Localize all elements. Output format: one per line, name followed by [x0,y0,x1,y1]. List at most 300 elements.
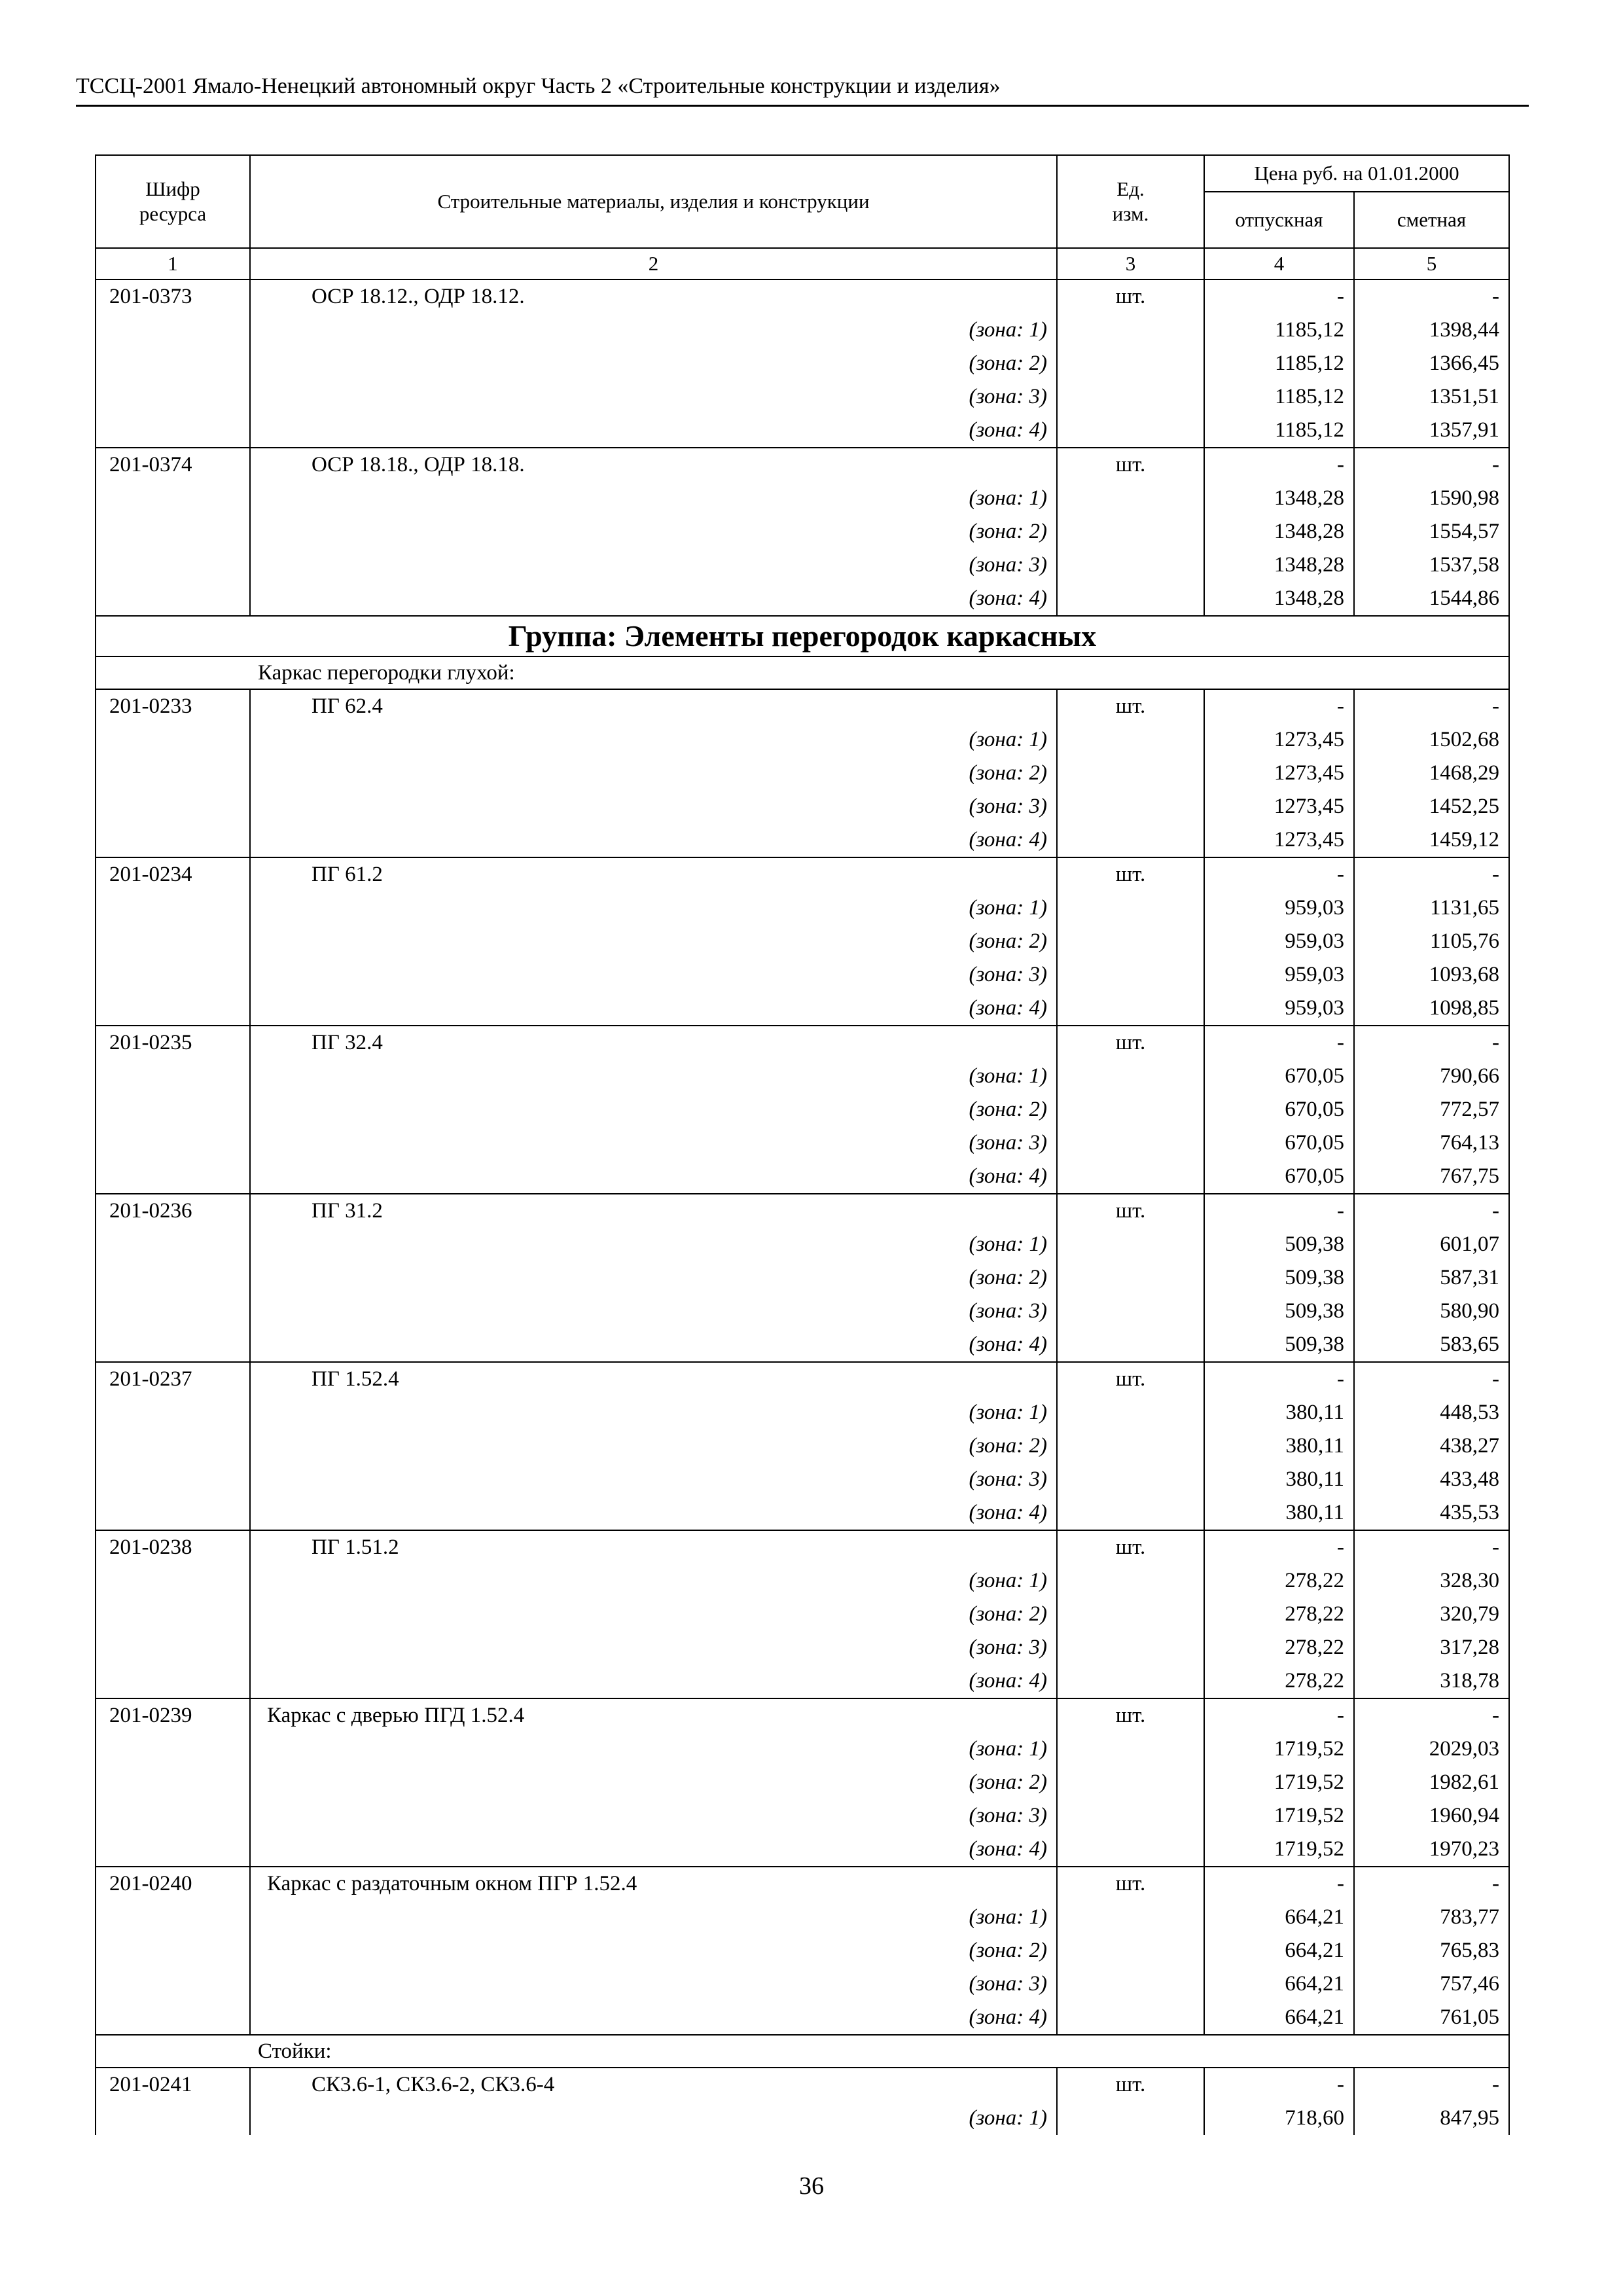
release-price: 959,03 [1204,958,1354,992]
estimate-price: - [1354,1362,1509,1396]
resource-name: ОСР 18.12., ОДР 18.12. [250,279,1057,314]
release-price: 664,21 [1204,2001,1354,2035]
column-number: 3 [1057,248,1204,279]
empty-cell [96,723,250,757]
estimate-price: - [1354,2068,1509,2102]
zone-row [96,1228,1509,1261]
estimate-price: 1982,61 [1354,1766,1509,1799]
zone-row [96,1967,1509,2001]
release-price: 670,05 [1204,1160,1354,1194]
unit: шт. [1057,1698,1204,1732]
empty-cell [1057,2102,1204,2135]
price-table [95,154,1508,2135]
resource-code: 201-0237 [96,1362,250,1396]
release-price: - [1204,1867,1354,1901]
subgroup-row [96,2035,1509,2068]
empty-cell [1057,1564,1204,1598]
empty-cell [96,1126,250,1160]
empty-cell [1057,1664,1204,1698]
zone-label: (зона: 1) [250,482,1057,515]
zone-label: (зона: 1) [250,1228,1057,1261]
release-price: 1273,45 [1204,790,1354,823]
estimate-price: 783,77 [1354,1901,1509,1934]
zone-row [96,1261,1509,1295]
release-price: - [1204,279,1354,314]
zone-row [96,1766,1509,1799]
estimate-price: 790,66 [1354,1060,1509,1093]
estimate-price: 1537,58 [1354,548,1509,582]
unit: шт. [1057,689,1204,723]
release-price: 1719,52 [1204,1833,1354,1867]
empty-cell [1057,1967,1204,2001]
estimate-price: 438,27 [1354,1429,1509,1463]
table-row [96,2068,1509,2102]
release-price: 1348,28 [1204,582,1354,616]
zone-row [96,380,1509,414]
empty-cell [96,1799,250,1833]
zone-row [96,2001,1509,2035]
zone-row [96,347,1509,380]
empty-cell [1057,482,1204,515]
resource-name: ПГ 32.4 [250,1026,1057,1060]
zone-label: (зона: 4) [250,1160,1057,1194]
release-price: 959,03 [1204,891,1354,925]
zone-row [96,925,1509,958]
zone-label: (зона: 1) [250,1060,1057,1093]
empty-cell [96,1732,250,1766]
zone-label: (зона: 2) [250,1934,1057,1967]
empty-cell [96,790,250,823]
release-price: - [1204,1530,1354,1564]
estimate-price: 318,78 [1354,1664,1509,1698]
empty-cell [1057,992,1204,1026]
empty-cell [96,548,250,582]
release-price: - [1204,448,1354,482]
empty-cell [96,757,250,790]
empty-cell [1057,582,1204,616]
zone-row [96,1934,1509,1967]
column-header-unit: Ед. изм. [1057,155,1204,248]
empty-cell [96,1664,250,1698]
resource-name: ПГ 1.51.2 [250,1530,1057,1564]
release-price: 278,22 [1204,1598,1354,1631]
empty-cell [1057,1429,1204,1463]
empty-cell [96,823,250,857]
empty-cell [96,1934,250,1967]
zone-row [96,891,1509,925]
resource-name: ПГ 31.2 [250,1194,1057,1228]
estimate-price: - [1354,448,1509,482]
estimate-price: 1105,76 [1354,925,1509,958]
empty-cell [1057,1732,1204,1766]
zone-row [96,314,1509,347]
release-price: 380,11 [1204,1463,1354,1496]
resource-code: 201-0233 [96,689,250,723]
estimate-price: 1398,44 [1354,314,1509,347]
release-price: 1185,12 [1204,347,1354,380]
estimate-price: 1357,91 [1354,414,1509,448]
table-row [96,1867,1509,1901]
resource-name: ПГ 1.52.4 [250,1362,1057,1396]
empty-cell [1057,1833,1204,1867]
empty-cell [96,515,250,548]
empty-cell [1057,1060,1204,1093]
estimate-price: 1093,68 [1354,958,1509,992]
estimate-price: 448,53 [1354,1396,1509,1429]
resource-code: 201-0374 [96,448,250,482]
zone-row [96,1496,1509,1530]
estimate-price: 580,90 [1354,1295,1509,1328]
release-price: 1348,28 [1204,515,1354,548]
zone-row [96,2102,1509,2135]
zone-row [96,1598,1509,1631]
estimate-price: - [1354,1194,1509,1228]
estimate-price: 1366,45 [1354,347,1509,380]
zone-row [96,414,1509,448]
empty-cell [1057,1799,1204,1833]
empty-cell [96,1496,250,1530]
column-number: 5 [1354,248,1509,279]
subgroup-row [96,656,1509,689]
empty-cell [96,1160,250,1194]
zone-label: (зона: 2) [250,347,1057,380]
empty-cell [1057,790,1204,823]
zone-row [96,757,1509,790]
release-price: 509,38 [1204,1295,1354,1328]
zone-label: (зона: 4) [250,992,1057,1026]
release-price: - [1204,689,1354,723]
column-number: 4 [1204,248,1354,279]
estimate-price: 1590,98 [1354,482,1509,515]
zone-row [96,1396,1509,1429]
empty-cell [1057,1766,1204,1799]
resource-name: ПГ 61.2 [250,857,1057,891]
empty-cell [1057,380,1204,414]
estimate-price: 772,57 [1354,1093,1509,1126]
zone-row [96,723,1509,757]
zone-label: (зона: 1) [250,1732,1057,1766]
release-price: 1185,12 [1204,380,1354,414]
estimate-price: 328,30 [1354,1564,1509,1598]
empty-cell [96,414,250,448]
zone-label: (зона: 1) [250,1564,1057,1598]
zone-label: (зона: 2) [250,1261,1057,1295]
resource-name: ПГ 62.4 [250,689,1057,723]
zone-label: (зона: 3) [250,1126,1057,1160]
empty-cell [1057,515,1204,548]
empty-cell [96,380,250,414]
release-price: 664,21 [1204,1901,1354,1934]
zone-row [96,992,1509,1026]
release-price: 380,11 [1204,1429,1354,1463]
zone-row [96,1429,1509,1463]
empty-cell [1057,823,1204,857]
resource-code: 201-0234 [96,857,250,891]
resource-code: 201-0235 [96,1026,250,1060]
empty-cell [1057,347,1204,380]
empty-cell [1057,1463,1204,1496]
zone-label: (зона: 2) [250,757,1057,790]
unit: шт. [1057,1194,1204,1228]
zone-row [96,548,1509,582]
estimate-price: 587,31 [1354,1261,1509,1295]
empty-cell [96,1564,250,1598]
zone-row [96,1799,1509,1833]
zone-label: (зона: 4) [250,1833,1057,1867]
column-header-name: Строительные материалы, изделия и конструкции [250,155,1057,248]
unit: шт. [1057,1362,1204,1396]
empty-cell [96,1295,250,1328]
zone-row [96,1126,1509,1160]
empty-cell [1057,1934,1204,1967]
unit: шт. [1057,857,1204,891]
empty-cell [1057,1261,1204,1295]
empty-cell [1057,1396,1204,1429]
empty-cell [1057,958,1204,992]
empty-cell [1057,891,1204,925]
empty-cell [96,347,250,380]
release-price: 664,21 [1204,1967,1354,2001]
zone-label: (зона: 4) [250,582,1057,616]
zone-label: (зона: 1) [250,1396,1057,1429]
empty-cell [96,958,250,992]
empty-cell [96,2102,250,2135]
column-number: 1 [96,248,250,279]
release-price: 670,05 [1204,1126,1354,1160]
zone-label: (зона: 3) [250,548,1057,582]
zone-label: (зона: 1) [250,723,1057,757]
zone-label: (зона: 2) [250,515,1057,548]
release-price: - [1204,1698,1354,1732]
column-header-code: Шифр ресурса [96,155,250,248]
zone-row [96,1060,1509,1093]
release-price: 380,11 [1204,1496,1354,1530]
header-rule [76,105,1529,107]
column-header-price: Цена руб. на 01.01.2000 [1204,155,1509,192]
empty-cell [96,482,250,515]
table-row [96,279,1509,314]
empty-cell [96,992,250,1026]
empty-cell [1057,314,1204,347]
zone-label: (зона: 1) [250,891,1057,925]
empty-cell [96,1396,250,1429]
unit: шт. [1057,1026,1204,1060]
empty-cell [1057,1328,1204,1362]
zone-label: (зона: 2) [250,1598,1057,1631]
table-row [96,1194,1509,1228]
zone-row [96,1295,1509,1328]
release-price: 1185,12 [1204,314,1354,347]
zone-row [96,1463,1509,1496]
resource-code: 201-0240 [96,1867,250,1901]
release-price: 509,38 [1204,1328,1354,1362]
subgroup-title: Стойки: [96,2035,1509,2068]
zone-label: (зона: 2) [250,1093,1057,1126]
estimate-price: 847,95 [1354,2102,1509,2135]
zone-label: (зона: 1) [250,314,1057,347]
release-price: 1273,45 [1204,723,1354,757]
release-price: 509,38 [1204,1228,1354,1261]
estimate-price: 1502,68 [1354,723,1509,757]
zone-row [96,515,1509,548]
column-number: 2 [250,248,1057,279]
release-price: 509,38 [1204,1261,1354,1295]
empty-cell [96,891,250,925]
empty-cell [1057,548,1204,582]
empty-cell [1057,1160,1204,1194]
estimate-price: 1098,85 [1354,992,1509,1026]
empty-cell [96,925,250,958]
table-row [96,1530,1509,1564]
release-price: 278,22 [1204,1631,1354,1664]
release-price: - [1204,1362,1354,1396]
estimate-price: 1960,94 [1354,1799,1509,1833]
group-heading: Группа: Элементы перегородок каркасных [96,616,1509,656]
estimate-price: - [1354,1698,1509,1732]
page-header: ТССЦ-2001 Ямало-Ненецкий автономный округ Часть 2 «Строительные конструкции и изделия» [76,74,1001,98]
release-price: - [1204,2068,1354,2102]
zone-label: (зона: 2) [250,925,1057,958]
zone-row [96,823,1509,857]
zone-row [96,482,1509,515]
release-price: 380,11 [1204,1396,1354,1429]
zone-label: (зона: 2) [250,1429,1057,1463]
estimate-price: 435,53 [1354,1496,1509,1530]
zone-label: (зона: 3) [250,1799,1057,1833]
zone-row [96,1328,1509,1362]
estimate-price: 433,48 [1354,1463,1509,1496]
empty-cell [1057,925,1204,958]
empty-cell [96,1429,250,1463]
release-price: 718,60 [1204,2102,1354,2135]
zone-label: (зона: 3) [250,1967,1057,2001]
release-price: 278,22 [1204,1664,1354,1698]
unit: шт. [1057,1867,1204,1901]
zone-row [96,958,1509,992]
resource-name: ОСР 18.18., ОДР 18.18. [250,448,1057,482]
empty-cell [96,1463,250,1496]
empty-cell [1057,414,1204,448]
estimate-price: - [1354,1867,1509,1901]
unit: шт. [1057,2068,1204,2102]
estimate-price: 2029,03 [1354,1732,1509,1766]
release-price: 959,03 [1204,925,1354,958]
table-row [96,689,1509,723]
empty-cell [1057,1598,1204,1631]
table-row [96,1026,1509,1060]
estimate-price: 761,05 [1354,2001,1509,2035]
release-price: 670,05 [1204,1060,1354,1093]
release-price: 278,22 [1204,1564,1354,1598]
unit: шт. [1057,279,1204,314]
release-price: 664,21 [1204,1934,1354,1967]
subgroup-title: Каркас перегородки глухой: [96,656,1509,689]
zone-label: (зона: 1) [250,1901,1057,1934]
release-price: 1719,52 [1204,1732,1354,1766]
zone-label: (зона: 4) [250,1664,1057,1698]
release-price: - [1204,1026,1354,1060]
release-price: - [1204,857,1354,891]
estimate-price: 757,46 [1354,1967,1509,2001]
empty-cell [1057,2001,1204,2035]
release-price: 670,05 [1204,1093,1354,1126]
zone-row [96,582,1509,616]
estimate-price: 317,28 [1354,1631,1509,1664]
empty-cell [96,1261,250,1295]
price-table-grid [95,154,1510,2135]
empty-cell [96,314,250,347]
zone-label: (зона: 4) [250,2001,1057,2035]
empty-cell [1057,1496,1204,1530]
estimate-price: - [1354,279,1509,314]
zone-label: (зона: 1) [250,2102,1057,2135]
empty-cell [96,1833,250,1867]
estimate-price: - [1354,1530,1509,1564]
estimate-price: 1131,65 [1354,891,1509,925]
zone-row [96,1664,1509,1698]
table-row [96,857,1509,891]
estimate-price: 767,75 [1354,1160,1509,1194]
zone-row [96,1631,1509,1664]
empty-cell [1057,1228,1204,1261]
estimate-price: 1468,29 [1354,757,1509,790]
empty-cell [1057,1901,1204,1934]
empty-cell [96,2001,250,2035]
estimate-price: 1544,86 [1354,582,1509,616]
zone-label: (зона: 4) [250,414,1057,448]
zone-row [96,790,1509,823]
column-header-estimate: сметная [1354,192,1509,248]
resource-code: 201-0239 [96,1698,250,1732]
resource-name: СК3.6-1, СК3.6-2, СК3.6-4 [250,2068,1057,2102]
zone-label: (зона: 3) [250,380,1057,414]
table-row [96,448,1509,482]
release-price: 1273,45 [1204,823,1354,857]
zone-label: (зона: 3) [250,1631,1057,1664]
empty-cell [96,1228,250,1261]
zone-row [96,1160,1509,1194]
resource-name: Каркас с раздаточным окном ПГР 1.52.4 [250,1867,1057,1901]
zone-label: (зона: 3) [250,790,1057,823]
zone-label: (зона: 3) [250,958,1057,992]
empty-cell [96,1967,250,2001]
empty-cell [96,1631,250,1664]
zone-row [96,1732,1509,1766]
zone-row [96,1833,1509,1867]
column-number-row [96,248,1509,279]
release-price: 1348,28 [1204,548,1354,582]
empty-cell [96,1901,250,1934]
table-row [96,1362,1509,1396]
resource-code: 201-0238 [96,1530,250,1564]
unit: шт. [1057,448,1204,482]
page-number: 36 [799,2172,824,2200]
estimate-price: 583,65 [1354,1328,1509,1362]
zone-row [96,1901,1509,1934]
unit: шт. [1057,1530,1204,1564]
release-price: - [1204,1194,1354,1228]
release-price: 1348,28 [1204,482,1354,515]
resource-code: 201-0373 [96,279,250,314]
estimate-price: - [1354,857,1509,891]
resource-code: 201-0241 [96,2068,250,2102]
empty-cell [1057,1093,1204,1126]
empty-cell [96,1598,250,1631]
zone-row [96,1093,1509,1126]
resource-code: 201-0236 [96,1194,250,1228]
release-price: 959,03 [1204,992,1354,1026]
resource-name: Каркас с дверью ПГД 1.52.4 [250,1698,1057,1732]
